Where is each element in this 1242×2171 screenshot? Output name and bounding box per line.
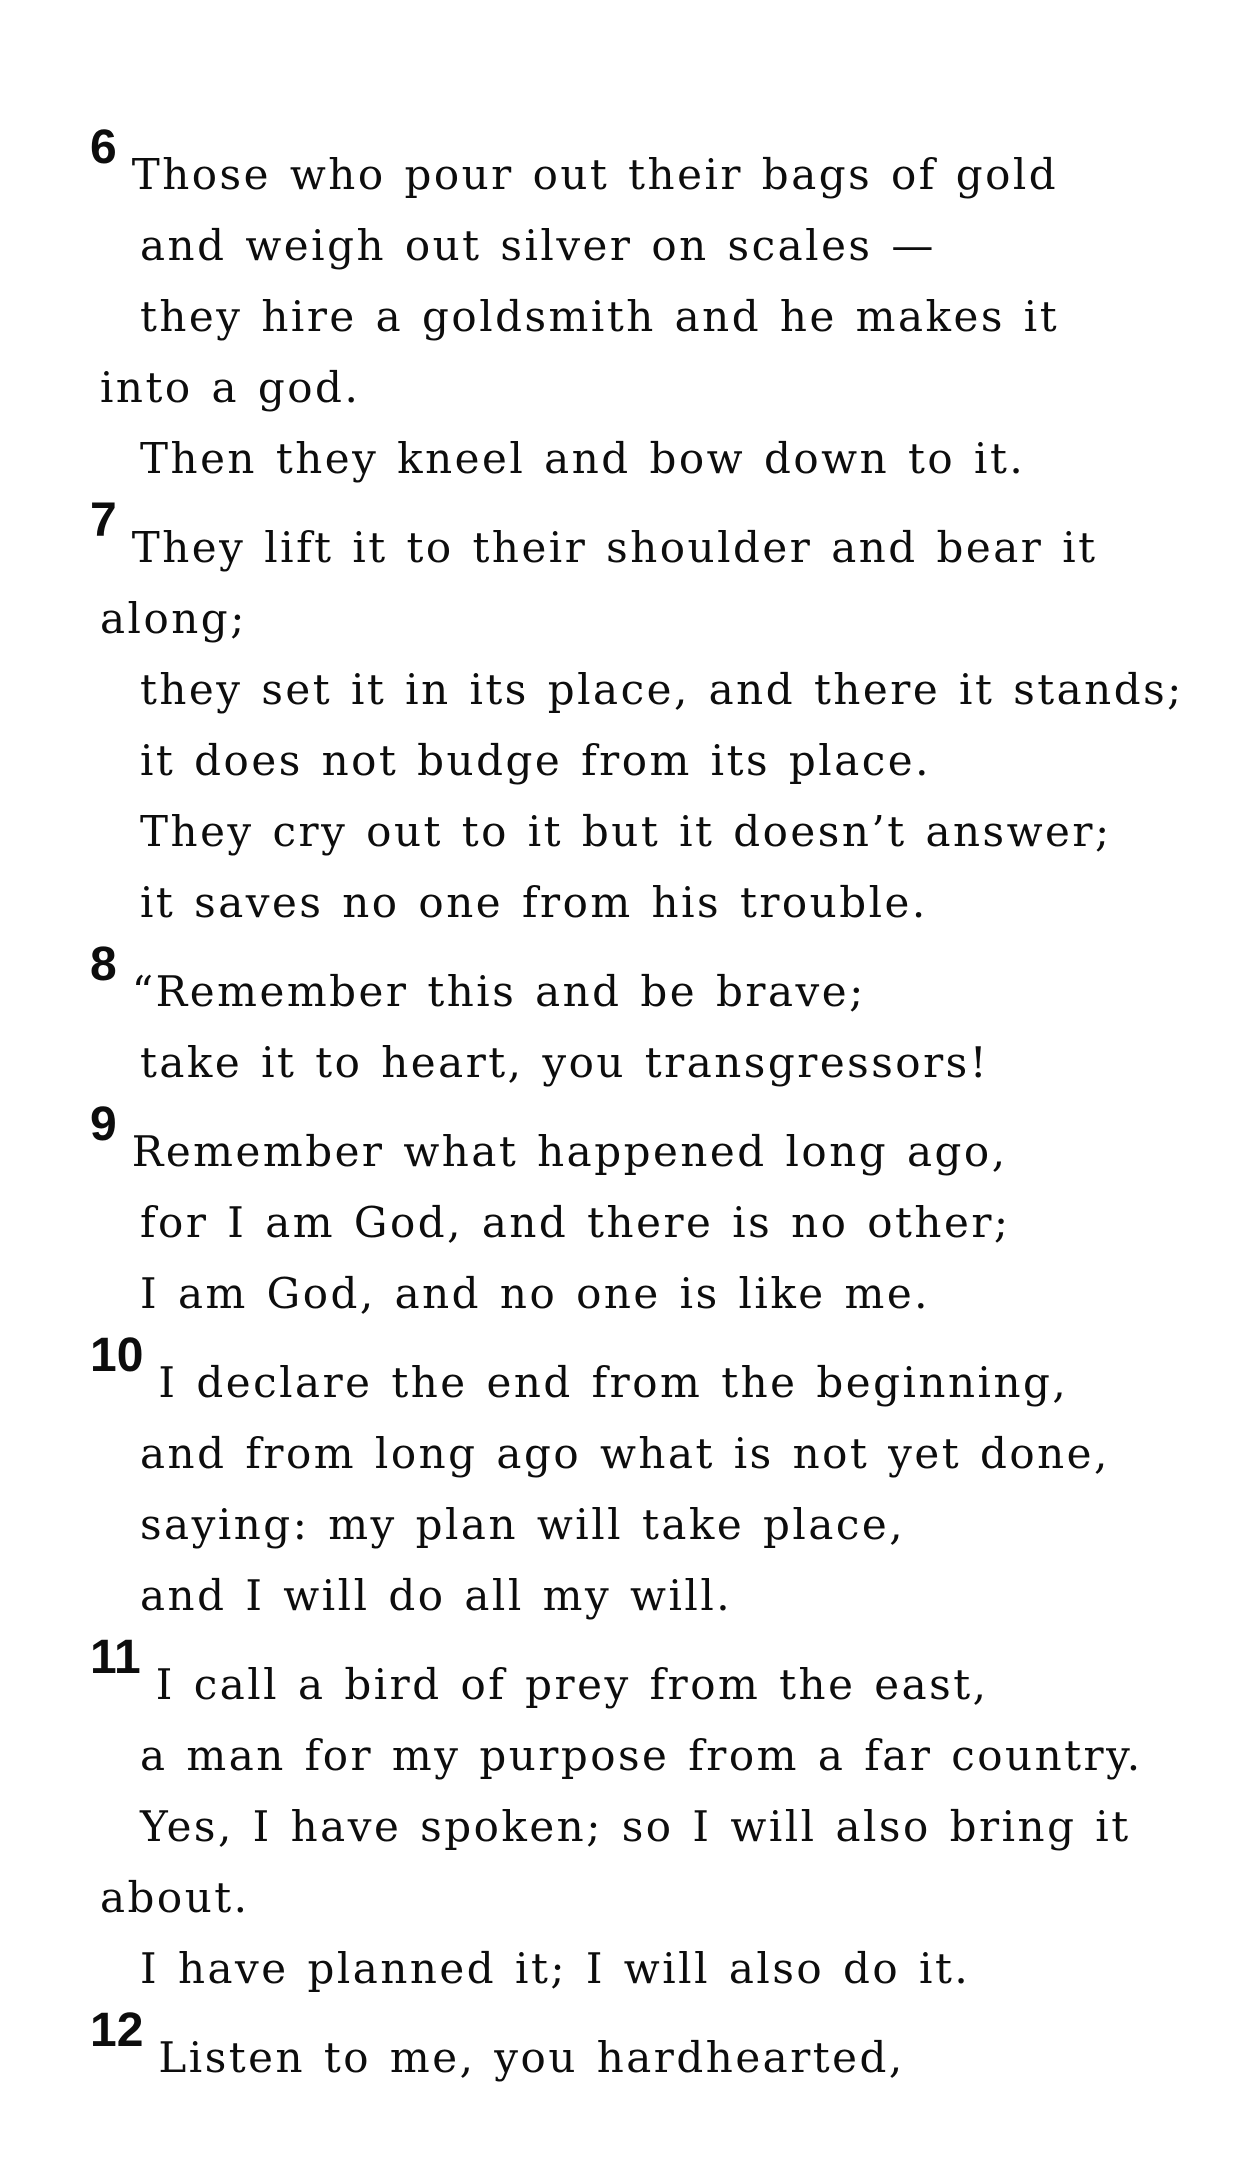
verse-start-line — [0, 1631, 1242, 1720]
poetry-line — [0, 1933, 1242, 2004]
verse-number: 7 — [90, 494, 117, 547]
poetry-line — [0, 423, 1242, 494]
poetry-line — [0, 1560, 1242, 1631]
poetry-line — [0, 1791, 1242, 1862]
verse-text: Yes, I have spoken; so I will also bring it — [140, 1802, 1131, 1851]
poetry-line — [0, 281, 1242, 352]
poetry-line — [0, 1187, 1242, 1258]
verse-text: Listen to me, you hardhearted, — [158, 2033, 905, 2082]
verse-text: for I am God, and there is no other; — [140, 1198, 1011, 1247]
verse-start-line — [0, 2004, 1242, 2093]
verse-text: into a god. — [100, 363, 361, 412]
verse-text: and I will do all my will. — [140, 1571, 733, 1620]
verse-text: I am God, and no one is like me. — [140, 1269, 931, 1318]
verse-text: Remember what happened long ago, — [131, 1127, 1008, 1176]
verse-text: I declare the end from the beginning, — [158, 1358, 1069, 1407]
poetry-line — [0, 867, 1242, 938]
poetry-line — [0, 1418, 1242, 1489]
verse-text: They cry out to it but it doesn’t answer; — [140, 807, 1112, 856]
verse-text: take it to heart, you transgressors! — [140, 1038, 990, 1087]
verse-text: Those who pour out their bags of gold — [131, 150, 1059, 199]
verse-start-line — [0, 1329, 1242, 1418]
verse-start-line — [0, 938, 1242, 1027]
verse-text: saying: my plan will take place, — [140, 1500, 906, 1549]
verse-number: 9 — [90, 1098, 117, 1151]
poetry-line — [0, 1489, 1242, 1560]
verse-text: they hire a goldsmith and he makes it — [140, 292, 1060, 341]
verse-number: 6 — [90, 121, 117, 174]
verse-number: 8 — [90, 938, 117, 991]
verse-text: and from long ago what is not yet done, — [140, 1429, 1110, 1478]
verse-text: along; — [100, 594, 247, 643]
verse-text: a man for my purpose from a far country. — [140, 1731, 1143, 1780]
poetry-line — [0, 1027, 1242, 1098]
verse-start-line — [0, 1098, 1242, 1187]
verse-start-line — [0, 121, 1242, 210]
verse-number: 10 — [90, 1329, 144, 1382]
verse-text: it does not budge from its place. — [140, 736, 931, 785]
poetry-line — [0, 1862, 1242, 1933]
verse-text: “Remember this and be brave; — [131, 967, 866, 1016]
verse-start-line — [0, 494, 1242, 583]
poetry-line — [0, 1720, 1242, 1791]
poetry-line — [0, 583, 1242, 654]
verse-text: I call a bird of prey from the east, — [155, 1660, 989, 1709]
verse-number: 11 — [90, 1631, 141, 1684]
poetry-line — [0, 654, 1242, 725]
poetry-line — [0, 725, 1242, 796]
verse-text: it saves no one from his trouble. — [140, 878, 928, 927]
verse-text: they set it in its place, and there it stands; — [140, 665, 1184, 714]
verse-text: They lift it to their shoulder and bear it — [131, 523, 1098, 572]
verse-text: and weigh out silver on scales — — [140, 221, 936, 270]
poetry-line — [0, 796, 1242, 867]
verse-number: 12 — [90, 2004, 144, 2057]
poetry-line — [0, 352, 1242, 423]
poetry-line — [0, 1258, 1242, 1329]
verse-text: about. — [100, 1873, 250, 1922]
poetry-line — [0, 210, 1242, 281]
verse-text: Then they kneel and bow down to it. — [140, 434, 1026, 483]
verse-text: I have planned it; I will also do it. — [140, 1944, 971, 1993]
